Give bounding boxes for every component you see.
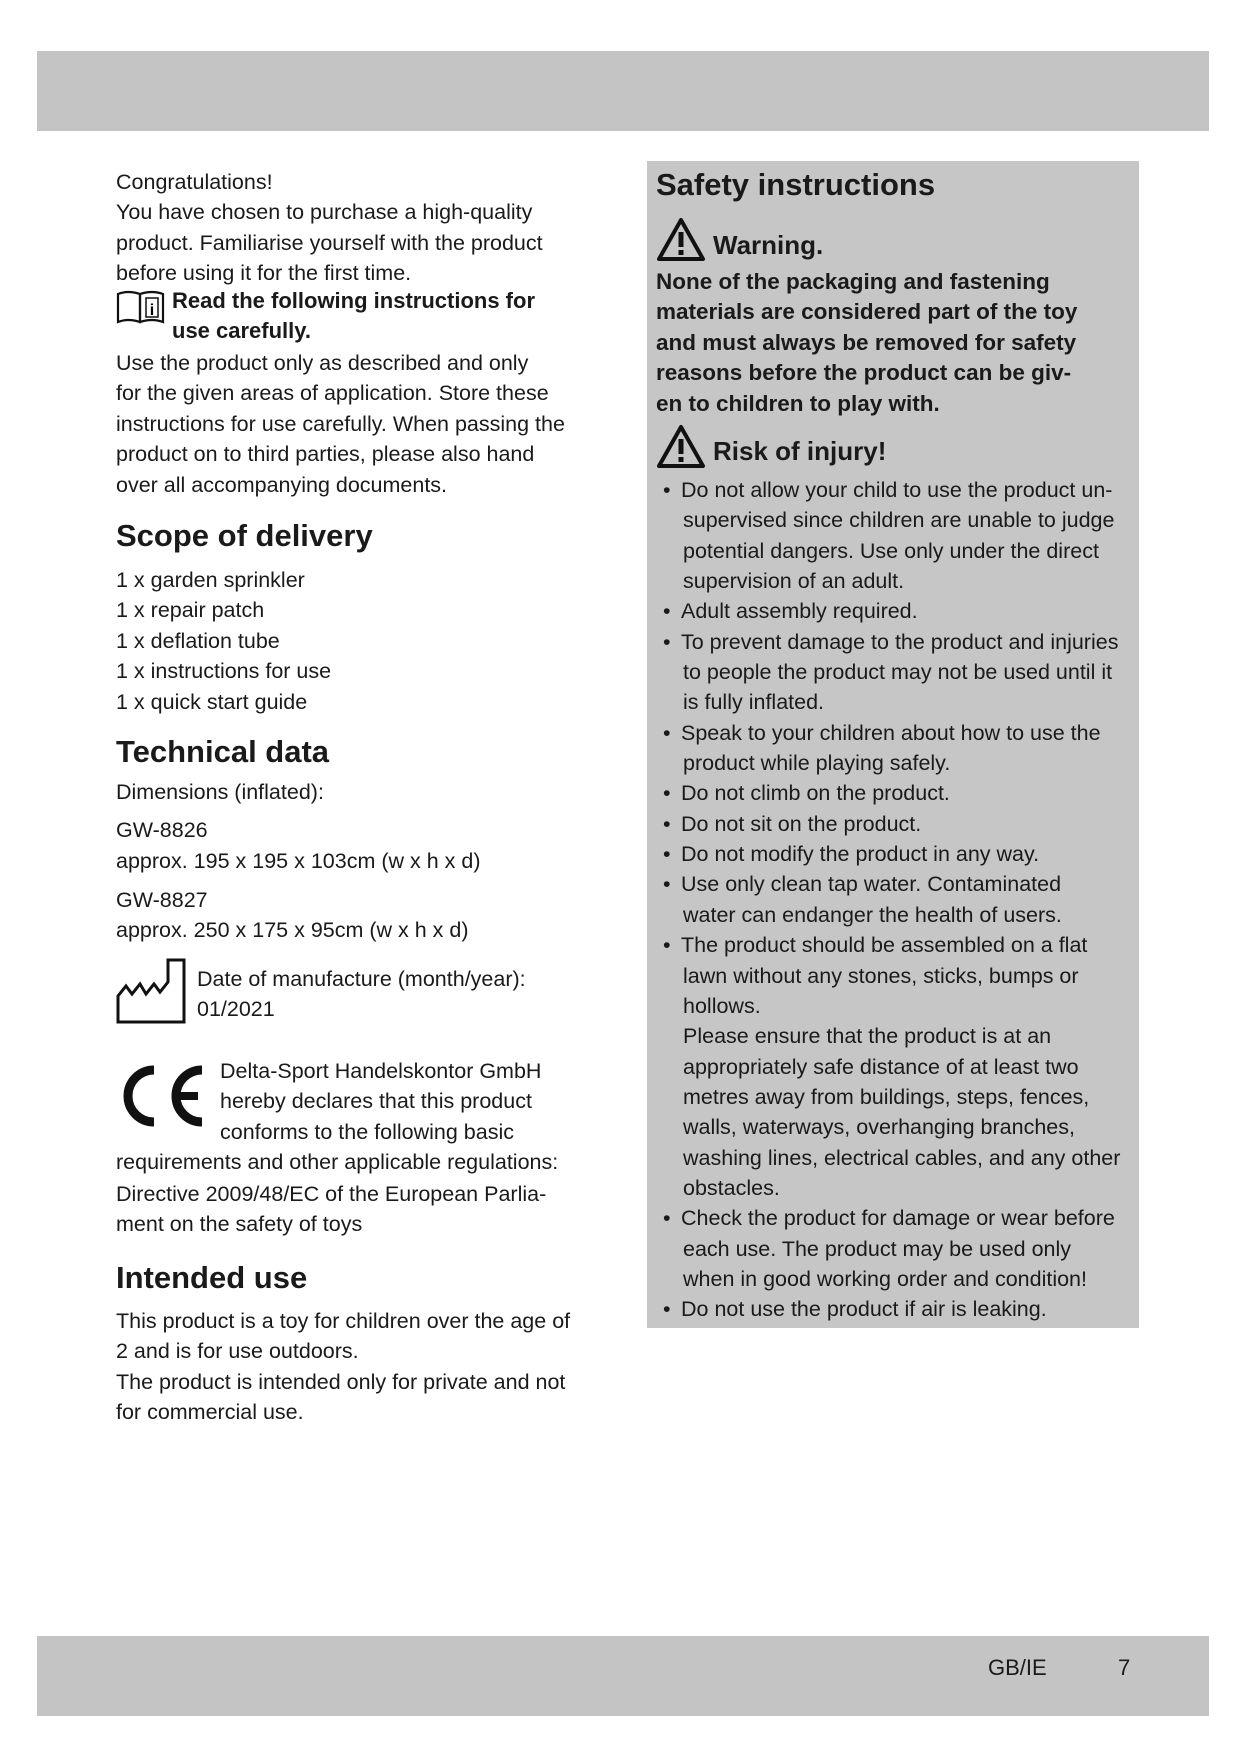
text-line: 1 x deflation tube xyxy=(116,628,280,653)
bullet-text: washing lines, electrical cables, and any other xyxy=(683,1145,1121,1170)
text-line: en to children to play with. xyxy=(656,390,940,416)
bullet-text: water can endanger the health of users. xyxy=(683,902,1062,927)
bullet-text: Do not modify the product in any way. xyxy=(681,842,1040,867)
warning-triangle-icon xyxy=(656,217,706,262)
intro-text xyxy=(116,167,543,289)
bullet-item-cont xyxy=(663,961,1120,991)
text-line: 1 x garden sprinkler xyxy=(116,568,305,592)
bullet-item-cont xyxy=(663,1082,1120,1112)
bullet-item-cont xyxy=(663,900,1120,930)
text-line: The product is intended only for private and not xyxy=(116,1369,566,1394)
intended-use-heading: Intended use xyxy=(116,1260,308,1295)
intended-use-text xyxy=(116,1306,570,1428)
bullet-item xyxy=(663,627,1120,657)
bullet-text: to people the product may not be used until it xyxy=(683,660,1113,685)
bullet-item-cont xyxy=(663,748,1120,778)
bullet-text: Check the product for damage or wear before xyxy=(681,1206,1115,1231)
text-line: 1 x instructions for use xyxy=(116,659,332,684)
bullet-item-cont xyxy=(663,991,1120,1021)
text-line: for the given areas of application. Store these xyxy=(116,381,549,406)
text-line: requirements and other applicable regulations: xyxy=(116,1150,559,1174)
bullet-text: potential dangers. Use only under the direct xyxy=(683,538,1099,563)
text-line: conforms to the following basic xyxy=(220,1119,514,1144)
text-line: This product is a toy for children over the age of xyxy=(116,1309,571,1333)
bullet-icon: • xyxy=(663,872,671,897)
bullet-text: hollows. xyxy=(683,993,761,1018)
bullet-icon: • xyxy=(663,842,671,867)
safety-bullet-list xyxy=(663,475,1120,1325)
text-line: over all accompanying documents. xyxy=(116,472,448,497)
safety-heading: Safety instructions xyxy=(656,167,936,202)
bullet-text: Do not sit on the product. xyxy=(681,811,922,836)
bullet-item-cont xyxy=(663,1112,1120,1142)
bullet-item-cont xyxy=(663,1264,1120,1294)
bullet-item xyxy=(663,839,1120,869)
bullet-item-cont xyxy=(663,1173,1120,1203)
technical-heading: Technical data xyxy=(116,734,330,769)
read-instructions-notice xyxy=(172,286,535,347)
manual-info-icon xyxy=(116,288,166,326)
bullet-item-cont xyxy=(663,1143,1120,1173)
risk-label: Risk of injury! xyxy=(713,436,887,466)
text-line: None of the packaging and fastening xyxy=(656,269,1050,294)
bullet-text: Please ensure that the product is at an xyxy=(683,1024,1052,1049)
text-line: hereby declares that this product xyxy=(220,1089,532,1114)
ce-mark-icon xyxy=(116,1064,206,1128)
bullet-icon: • xyxy=(663,781,671,806)
bullet-item-cont xyxy=(663,566,1120,596)
text-line: use carefully. xyxy=(172,318,311,344)
bullet-icon: • xyxy=(663,599,671,624)
bullet-item xyxy=(663,718,1120,748)
bullet-text: product while playing safely. xyxy=(683,751,951,776)
text-line: product. Familiarise yourself with the product xyxy=(116,230,543,255)
bullet-icon: • xyxy=(663,720,671,745)
bullet-item-cont xyxy=(663,1234,1120,1264)
bullet-text: lawn without any stones, sticks, bumps or xyxy=(683,963,1079,988)
bullet-item xyxy=(663,869,1120,899)
bullet-icon: • xyxy=(663,811,671,836)
text-line: ment on the safety of toys xyxy=(116,1212,363,1237)
ce-declaration xyxy=(220,1056,541,1147)
bullet-item xyxy=(663,809,1120,839)
bullet-text: each use. The product may be used only xyxy=(683,1236,1072,1261)
model-2-size: approx. 250 x 175 x 95cm (w x h x d) xyxy=(116,918,469,942)
bullet-text: appropriately safe distance of at least two xyxy=(683,1054,1079,1079)
directive-text xyxy=(116,1179,546,1240)
text-line: 1 x quick start guide xyxy=(116,689,308,714)
bullet-item-cont xyxy=(663,536,1120,566)
bullet-text: when in good working order and condition! xyxy=(683,1266,1087,1291)
bullet-text: Do not use the product if air is leaking. xyxy=(681,1297,1047,1322)
text-line: product on to third parties, please also hand xyxy=(116,442,535,467)
text-line: and must always be removed for safety xyxy=(656,329,1077,355)
text-line: reasons before the product can be giv- xyxy=(656,360,1072,386)
bullet-item xyxy=(663,930,1120,960)
text-line: You have chosen to purchase a high-quality xyxy=(116,200,533,225)
bullet-text: Do not allow your child to use the product un- xyxy=(681,478,1113,502)
bullet-text: supervised since children are unable to judge xyxy=(683,508,1115,533)
manufacture-date: 01/2021 xyxy=(197,997,275,1021)
bullet-text: Adult assembly required. xyxy=(681,599,918,624)
scope-list xyxy=(116,565,331,717)
text-line: Directive 2009/48/EC of the European Parlia- xyxy=(116,1182,547,1206)
bullet-icon: • xyxy=(663,478,671,502)
text-line: Congratulations! xyxy=(116,170,273,194)
bullet-item xyxy=(663,475,1120,505)
bullet-item-cont xyxy=(663,657,1120,687)
header-band xyxy=(37,51,1209,131)
risk-triangle-icon xyxy=(656,424,706,469)
text-line: before using it for the first time. xyxy=(116,261,412,286)
factory-manufacture-icon xyxy=(116,958,188,1024)
page-number: 7 xyxy=(1118,1655,1131,1680)
ce-declaration-cont xyxy=(116,1147,558,1177)
bullet-text: Speak to your children about how to use the xyxy=(681,720,1101,745)
model-2: GW-8827 xyxy=(116,888,208,912)
warning-label: Warning. xyxy=(713,230,824,260)
manufacture-label: Date of manufacture (month/year): xyxy=(197,967,526,991)
text-line: for commercial use. xyxy=(116,1400,304,1425)
bullet-text: supervision of an adult. xyxy=(683,569,905,594)
bullet-item xyxy=(663,596,1120,626)
bullet-item-cont xyxy=(663,687,1120,717)
scope-heading: Scope of delivery xyxy=(116,518,373,553)
bullet-item-cont xyxy=(663,505,1120,535)
warning-text xyxy=(656,267,1077,419)
model-1: GW-8826 xyxy=(116,818,208,842)
text-line: 1 x repair patch xyxy=(116,598,265,623)
bullet-text: Do not climb on the product. xyxy=(681,781,950,806)
bullet-text: Use only clean tap water. Contaminated xyxy=(681,872,1062,897)
bullet-item xyxy=(663,778,1120,808)
dimensions-label: Dimensions (inflated): xyxy=(116,780,324,804)
bullet-text: The product should be assembled on a flat xyxy=(681,933,1088,958)
bullet-item-cont xyxy=(663,1052,1120,1082)
bullet-icon: • xyxy=(663,933,671,958)
bullet-icon: • xyxy=(663,1206,671,1231)
text-line: instructions for use carefully. When passing the xyxy=(116,411,565,436)
bullet-text: walls, waterways, overhanging branches, xyxy=(683,1115,1075,1140)
bullet-text: obstacles. xyxy=(683,1175,780,1200)
bullet-icon: • xyxy=(663,1297,671,1322)
bullet-item xyxy=(663,1294,1120,1324)
bullet-text: metres away from buildings, steps, fences, xyxy=(683,1084,1090,1109)
text-line: Delta-Sport Handelskontor GmbH xyxy=(220,1059,542,1083)
bullet-item-cont xyxy=(663,1021,1120,1051)
usage-text xyxy=(116,348,565,500)
text-line: Use the product only as described and only xyxy=(116,351,529,375)
bullet-item xyxy=(663,1203,1120,1233)
model-1-size: approx. 195 x 195 x 103cm (w x h x d) xyxy=(116,849,481,873)
text-line: materials are considered part of the toy xyxy=(656,299,1078,325)
bullet-text: To prevent damage to the product and injuries xyxy=(681,629,1119,654)
text-line: Read the following instructions for xyxy=(172,288,535,313)
bullet-icon: • xyxy=(663,629,671,654)
svg-text:i: i xyxy=(149,302,155,319)
text-line: 2 and is for use outdoors. xyxy=(116,1339,359,1364)
footer-language: GB/IE xyxy=(988,1655,1047,1680)
bullet-text: is fully inflated. xyxy=(683,690,825,715)
